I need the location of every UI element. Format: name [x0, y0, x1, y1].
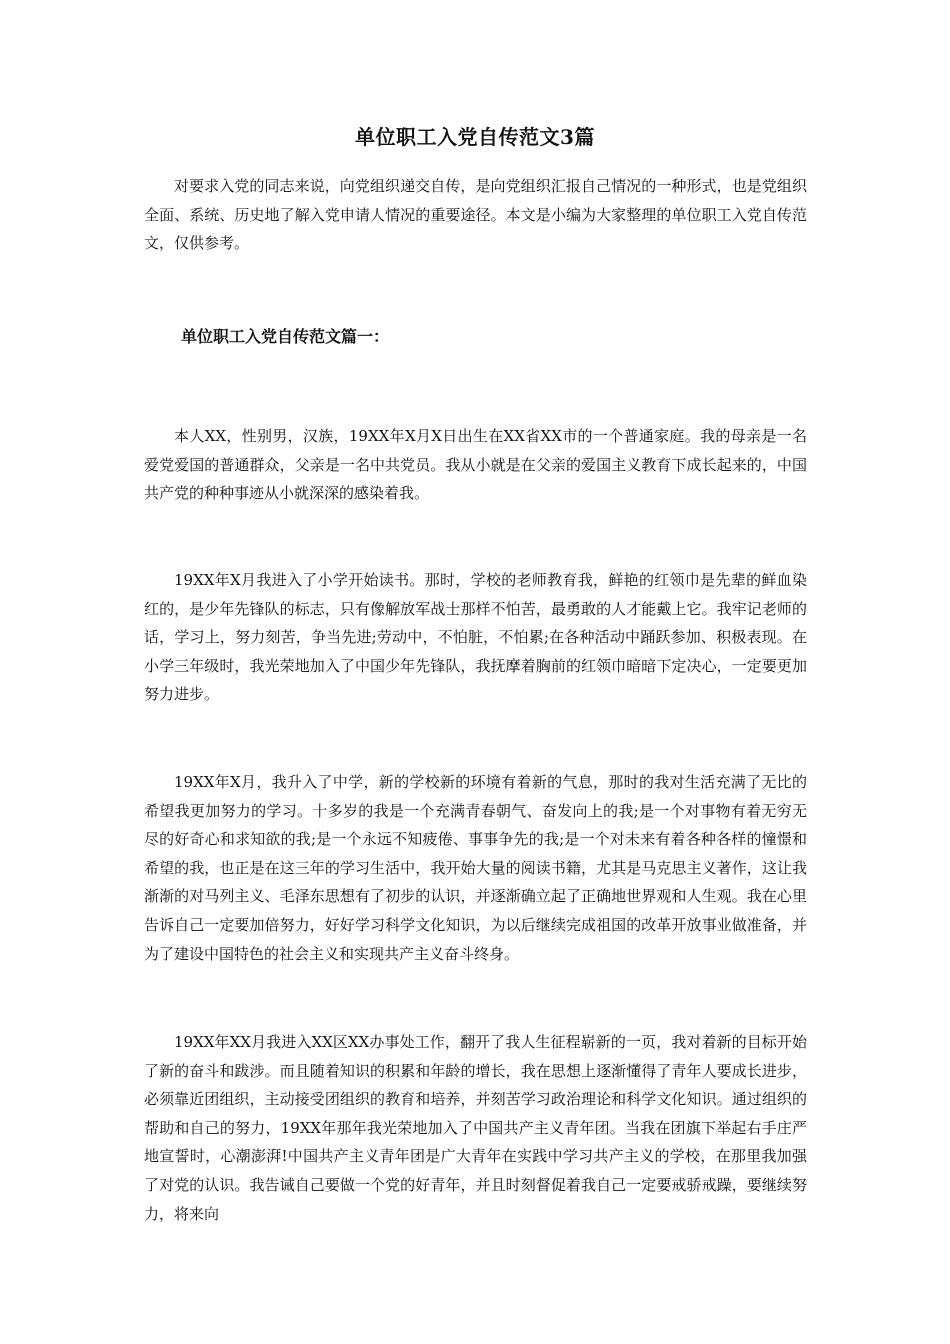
body-paragraph-1: 本人XX，性别男，汉族，19XX年X月X日出生在XX省XX市的一个普通家庭。我的母亲是一名爱党爱国的普通群众，父亲是一名中共党员。我从小就是在父亲的爱国主义教育下成长起来的，中国共产党的种种事迹从小就深深的感染着我。: [144, 427, 807, 503]
document-title: 单位职工入党自传范文3篇: [355, 125, 595, 149]
intro-paragraph: 对要求入党的同志来说，向党组织递交自传，是向党组织汇报自己情况的一种形式，也是党组织全面、系统、历史地了解入党申请人情况的重要途径。本文是小编为大家整理的单位职工入党自传范文，仅供参考。: [144, 177, 807, 253]
section-heading: 单位职工入党自传范文篇一：: [181, 327, 390, 346]
body-paragraph-2: 19XX年X月我进入了小学开始读书。那时，学校的老师教育我，鲜艳的红领巾是先辈的鲜血染红的，是少年先锋队的标志，只有像解放军战士那样不怕苦，最勇敢的人才能戴上它。我牢记老师的话，学习上，努力刻苦，争当先进;劳动中，不怕脏，不怕累;在各种活动中踊跃参加、积极表现。在小学三年级时，我光荣地加入了中国少年先锋队，我抚摩着胸前的红领巾暗暗下定决心，一定要更加努力进步。: [144, 571, 807, 704]
body-paragraph-4: 19XX年XX月我进入XX区XX办事处工作，翻开了我人生征程崭新的一页，我对着新的目标开始了新的奋斗和跋涉。而且随着知识的积累和年龄的增长，我在思想上逐渐懂得了青年人要成长进步，必须靠近团组织，主动接受团组织的教育和培养，并刻苦学习政治理论和科学文化知识。通过组织的帮助和自己的努力，19XX年那年我光荣地加入了中国共产主义青年团。当我在团旗下举起右手庄严地宣誓时，心潮澎湃!中国共产主义青年团是广大青年在实践中学习共产主义的学校，在那里我加强了对党的认识。我告诫自己要做一个党的好青年，并且时刻督促着我自己一定要戒骄戒躁，要继续努力，将来向: [144, 1033, 807, 1223]
body-paragraph-3: 19XX年X月，我升入了中学，新的学校新的环境有着新的气息，那时的我对生活充满了无比的希望我更加努力的学习。十多岁的我是一个充满青春朝气、奋发向上的我;是一个对事物有着无穷无尽的好奇心和求知欲的我;是一个永远不知疲倦、事事争先的我;是一个对未来有着各种各样的憧憬和希望的我，也正是在这三年的学习生活中，我开始大量的阅读书籍，尤其是马克思主义著作，这让我渐渐的对马列主义、毛泽东思想有了初步的认识，并逐渐确立起了正确地世界观和人生观。我在心里告诉自己一定要加倍努力，好好学习科学文化知识，为以后继续完成祖国的改革开放事业做准备，并为了建设中国特色的社会主义和实现共产主义奋斗终身。: [144, 773, 807, 963]
